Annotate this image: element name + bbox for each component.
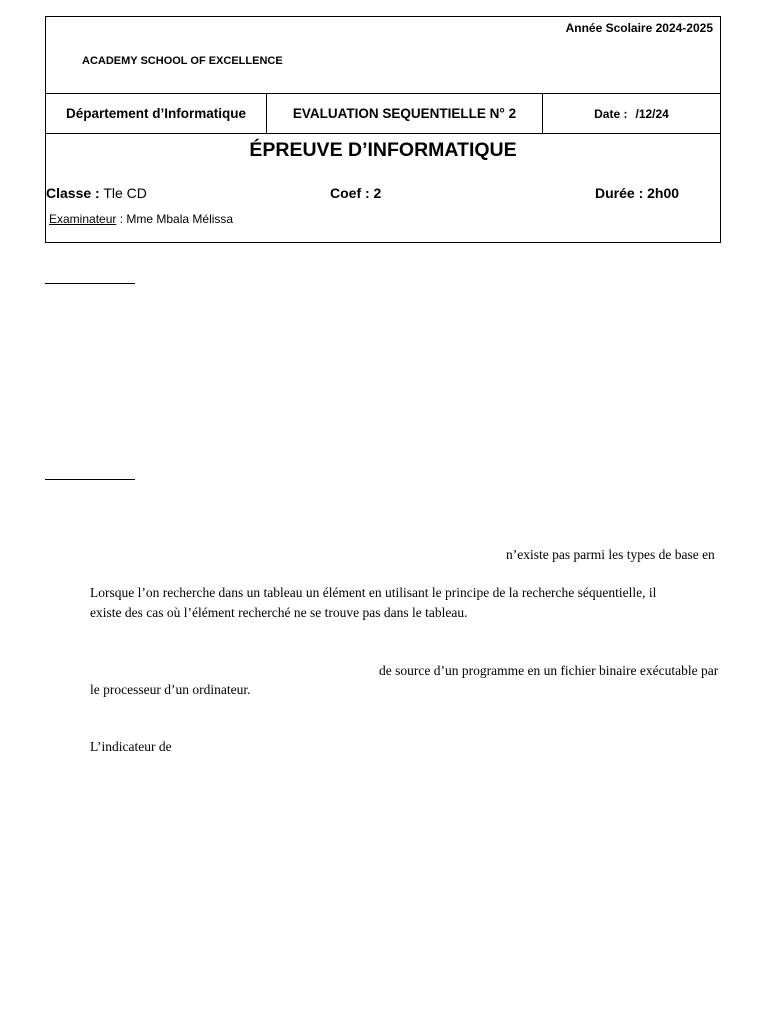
duration: Durée : 2h00	[595, 185, 680, 201]
examiner-label: Examinateur	[49, 212, 117, 226]
date-value: /12/24	[635, 106, 669, 121]
paragraph-1-line-1: Lorsque l’on recherche dans un tableau un élément en utilisant le principe de la recherche séquentielle, il	[90, 585, 657, 600]
paragraph-2-line-1: de source d’un programme en un fichier binaire exécutable par	[379, 663, 719, 678]
school-year: Année Scolaire 2024-2025	[565, 21, 713, 35]
department-cell	[46, 94, 267, 133]
section-divider-2	[45, 479, 135, 480]
header-top-row	[46, 17, 720, 94]
examiner-value: : Mme Mbala Mélissa	[116, 212, 234, 226]
exam-header	[45, 16, 721, 243]
date-cell	[543, 94, 720, 133]
evaluation-cell	[267, 94, 543, 133]
evaluation-title: EVALUATION SEQUENTIELLE N° 2	[292, 106, 517, 121]
section-divider-1	[45, 283, 135, 284]
examiner-info	[49, 212, 233, 226]
text-fragment-1: n’existe pas parmi les types de base en	[506, 547, 715, 562]
date-label: Date :	[594, 106, 628, 121]
class-label: Classe :	[46, 185, 100, 201]
paragraph-2-line-2: le processeur d’un ordinateur.	[90, 682, 251, 697]
exam-title: ÉPREUVE D’INFORMATIQUE	[249, 139, 517, 161]
department: Département d’Informatique	[65, 106, 247, 121]
class-value: Tle CD	[99, 185, 147, 201]
paragraph-3: L’indicateur de	[90, 739, 172, 754]
coefficient: Coef : 2	[330, 185, 382, 201]
school-name: ACADEMY SCHOOL OF EXCELLENCE	[82, 55, 283, 67]
paragraph-1-line-2: existe des cas où l’élément recherché ne se trouve pas dans le tableau.	[90, 605, 468, 620]
header-info-row	[46, 94, 720, 134]
class-info	[46, 185, 147, 201]
